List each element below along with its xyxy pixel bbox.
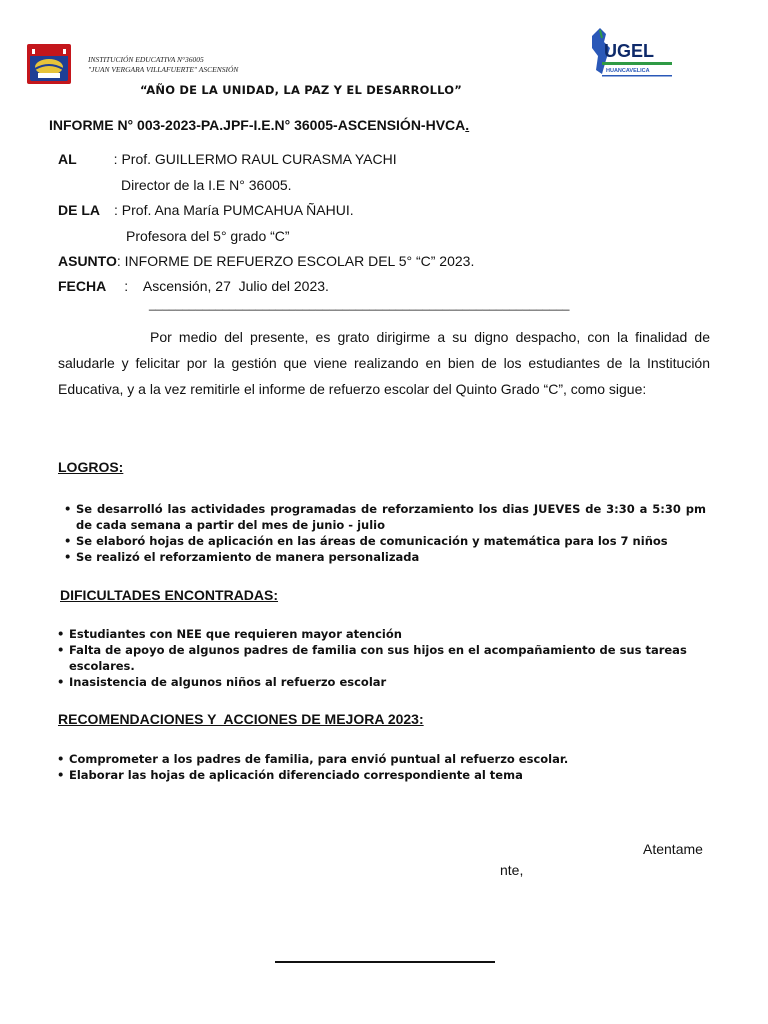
memo-to-label: AL: [58, 151, 77, 167]
list-item: • Elaborar las hojas de aplicación diferenciado correspondiente al tema: [57, 767, 717, 783]
memo-from-role: Profesora del 5° grado “C”: [126, 228, 290, 244]
memo-subject-value: : INFORME DE REFUERZO ESCOLAR DEL 5° “C” 2023.: [116, 253, 475, 269]
report-title: [49, 117, 469, 133]
memo-date-value: : Ascensión, 27 Julio del 2023.: [124, 278, 329, 294]
report-title-text: INFORME N° 003-2023-PA.JPF-I.E.N° 36005-ASCENSIÓN-HVCA: [49, 117, 466, 133]
closing-line-2: nte,: [500, 862, 524, 878]
recomendaciones-heading: RECOMENDACIONES Y ACCIONES DE MEJORA 2023:: [58, 711, 424, 727]
ugel-logo: [588, 26, 676, 80]
school-crest-logo: [26, 43, 72, 85]
school-name: [88, 55, 238, 75]
body-paragraph-text: Por medio del presente, es grato dirigirme a su digno despacho, con la finalidad de saludarle y felicitar por la gestión que viene realizando en bien de los estudiantes de la Institución Educativa, y a la vez remitirle el informe de refuerzo escolar del Quinto Grado “C”, como sigue:: [58, 329, 710, 397]
list-item: • Inasistencia de algunos niños al refuerzo escolar: [57, 674, 717, 690]
body-paragraph: [58, 324, 710, 402]
memo-from-value: : Prof. Ana María PUMCAHUA ÑAHUI.: [114, 202, 354, 218]
ugel-logo-subtext: HUANCAVELICA: [606, 68, 650, 74]
ugel-logo-text: UGEL: [604, 41, 655, 61]
memo-to-value: : Prof. GUILLERMO RAUL CURASMA YACHI: [113, 151, 397, 167]
recomendaciones-list: [57, 751, 717, 783]
closing-line-1: Atentame: [643, 841, 703, 857]
list-item: • Se realizó el reforzamiento de manera personalizada: [64, 549, 706, 565]
memo-date-row: [58, 278, 329, 294]
year-motto: “AÑO DE LA UNIDAD, LA PAZ Y EL DESARROLLO”: [140, 83, 463, 97]
school-name-line-2: "JUAN VERGARA VILLAFUERTE" ASCENSIÓN: [88, 65, 239, 74]
memo-from-label: DE LA: [58, 202, 100, 218]
list-item: • Estudiantes con NEE que requieren mayor atención: [57, 626, 717, 642]
memo-divider: _______________________________________________________________: [149, 297, 570, 311]
memo-subject-row: [58, 253, 474, 269]
list-item: • Se elaboró hojas de aplicación en las áreas de comunicación y matemática para los 7 niños: [64, 533, 706, 549]
memo-from-row: [58, 202, 354, 218]
logros-heading: LOGROS:: [58, 459, 124, 475]
memo-to-row: [58, 151, 397, 167]
dificultades-heading: DIFICULTADES ENCONTRADAS:: [60, 587, 279, 603]
report-title-tail: .: [465, 117, 470, 133]
signature-line: [275, 961, 495, 963]
list-item: • Se desarrolló las actividades programadas de reforzamiento los dias JUEVES de 3:30 a 5:30 pm de cada semana a partir del mes de junio - julio: [64, 501, 706, 533]
memo-subject-label: ASUNTO: [58, 253, 117, 269]
memo-date-label: FECHA: [58, 278, 107, 294]
school-name-line-1: INSTITUCIÓN EDUCATIVA N°36005: [88, 55, 204, 64]
logros-list: [64, 501, 706, 565]
memo-to-role: Director de la I.E N° 36005.: [121, 177, 292, 193]
list-item: • Falta de apoyo de algunos padres de familia con sus hijos en el acompañamiento de sus tareas escolares.: [57, 642, 717, 674]
dificultades-list: [57, 626, 717, 690]
list-item: • Comprometer a los padres de familia, para envió puntual al refuerzo escolar.: [57, 751, 717, 767]
